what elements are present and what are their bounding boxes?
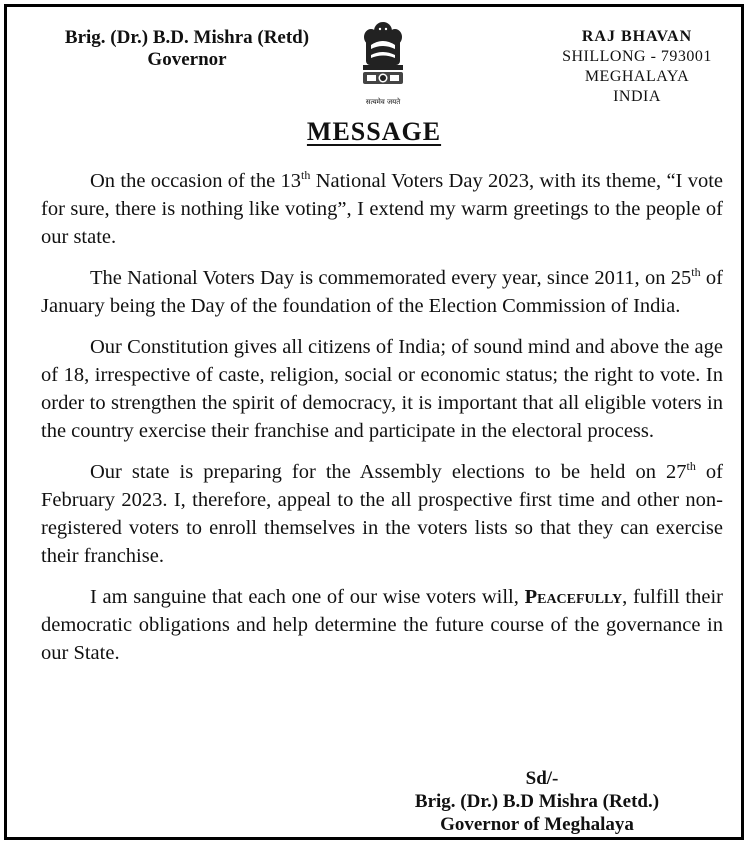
emphasis-peacefully: Peacefully xyxy=(524,586,623,608)
ordinal-suffix: th xyxy=(691,265,701,279)
message-title-block xyxy=(7,117,741,147)
lion-capital-icon xyxy=(355,17,411,97)
signatory-designation: Governor of Meghalaya xyxy=(440,814,634,835)
message-document xyxy=(4,4,744,840)
signature-mark: Sd/- xyxy=(525,768,559,789)
signatory-name: Brig. (Dr.) B.D Mishra (Retd.) xyxy=(414,791,660,812)
paragraph-3: Our Constitution gives all citizens of India; of sound mind and above the age of 18, irrespective of caste, religion, social or economic status; the right to vote. In order to strengthen the spirit of democracy, it is important that all eligible voters in the country exercise their franchise and participate in the electoral process. xyxy=(41,336,723,442)
ordinal-suffix: th xyxy=(686,459,696,473)
national-emblem xyxy=(355,17,411,109)
address-block xyxy=(547,27,727,107)
paragraph-4-text-cont: of February 2023. I, therefore, appeal to the all prospective first time and other non-registered voters to enroll themselves in the voters lists so that they can exercise their franchise. xyxy=(41,461,724,567)
message-title: MESSAGE xyxy=(306,117,442,146)
emblem-motto: सत्यमेव जयते xyxy=(365,98,401,106)
sender-name: Brig. (Dr.) B.D. Mishra (Retd) xyxy=(64,27,310,48)
paragraph-4-text: Our state is preparing for the Assembly elections to be held on 27 xyxy=(90,461,687,483)
paragraph-4 xyxy=(41,458,723,570)
paragraph-5-text: I am sanguine that each one of our wise voters will, xyxy=(90,586,525,608)
message-body xyxy=(41,167,723,680)
paragraph-1-text-cont: National Voters Day 2023, with its theme, “I vote for sure, there is nothing like voting”, I extend my warm greetings to the people of our state. xyxy=(41,170,723,248)
address-line-4: INDIA xyxy=(613,88,661,105)
ordinal-suffix: th xyxy=(301,168,311,182)
paragraph-5-text-cont: , fulfill their democratic obligations and help determine the future course of the governance in our State. xyxy=(41,586,723,664)
address-line-3: MEGHALAYA xyxy=(584,68,690,85)
paragraph-5 xyxy=(41,583,723,667)
signature-block xyxy=(377,767,697,836)
paragraph-1-text: On the occasion of the 13 xyxy=(90,170,302,192)
address-line-1: RAJ BHAVAN xyxy=(581,28,693,45)
sender-block xyxy=(47,27,327,71)
paragraph-2 xyxy=(41,264,723,320)
paragraph-2-text: The National Voters Day is commemorated every year, since 2011, on 25 xyxy=(90,267,692,289)
paragraph-1 xyxy=(41,167,723,251)
paragraph-2-text-cont: of January being the Day of the foundation of the Election Commission of India. xyxy=(41,267,723,317)
sender-title: Governor xyxy=(147,49,227,70)
address-line-2: SHILLONG - 793001 xyxy=(562,48,712,65)
